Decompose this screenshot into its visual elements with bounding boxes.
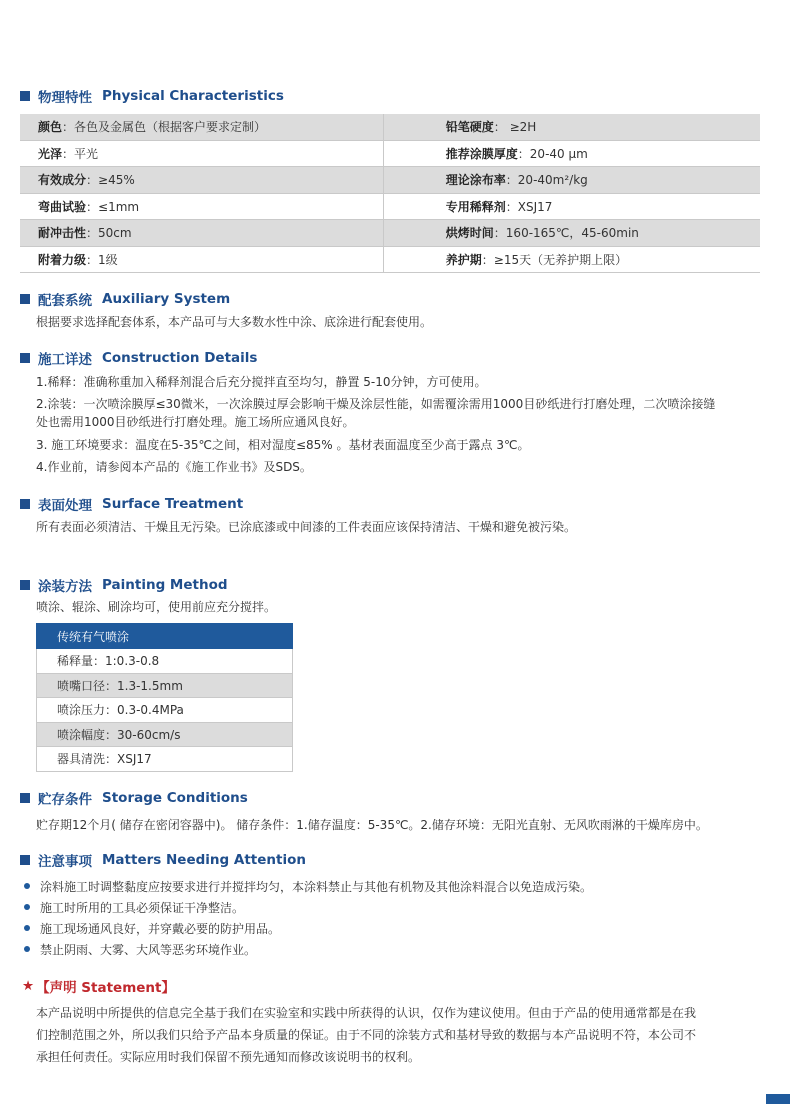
section-title-cn: 贮存条件 bbox=[38, 792, 92, 808]
table-cell bbox=[20, 220, 383, 247]
table-cell bbox=[20, 167, 383, 194]
property-key: 有效成分 bbox=[38, 173, 87, 188]
table-row bbox=[20, 114, 760, 140]
property-value: ：≤1mm bbox=[86, 199, 140, 214]
section-title-cn: 配套系统 bbox=[38, 293, 92, 309]
square-bullet-icon bbox=[20, 353, 30, 363]
table-header-cell: 传统有气喷涂 bbox=[37, 624, 293, 649]
surface-text: 所有表面必须清洁、干燥且无污染。已涂底漆或中间漆的工件表面应该保持清洁、干燥和避免被污染。 bbox=[36, 520, 577, 534]
section-title-cn: 表面处理 bbox=[38, 498, 92, 514]
table-cell: 喷涂压力：0.3-0.4MPa bbox=[37, 698, 293, 723]
property-value: ：各色及金属色（根据客户要求定制） bbox=[62, 120, 267, 135]
property-value: ：XSJ17 bbox=[505, 199, 553, 214]
property-value: ：50cm bbox=[86, 226, 132, 241]
section-title-attention bbox=[20, 850, 306, 870]
property-key: 理论涂布率 bbox=[445, 173, 506, 188]
table-cell bbox=[383, 114, 760, 140]
statement-line: 本产品说明中所提供的信息完全基于我们在实验室和实践中所获得的认识，仅作为建议使用。但由于产品的使用通常都是在我 bbox=[36, 1006, 697, 1020]
table-row bbox=[20, 140, 760, 167]
section-title-en: Construction Details bbox=[102, 350, 258, 366]
section-title-en: Storage Conditions bbox=[102, 790, 248, 806]
property-key: 弯曲试验 bbox=[38, 199, 87, 214]
table-cell bbox=[20, 140, 383, 167]
auxiliary-text: 根据要求选择配套体系，本产品可与大多数水性中涂、底涂进行配套使用。 bbox=[36, 315, 433, 329]
table-cell: 稀释量：1:0.3-0.8 bbox=[37, 649, 293, 674]
table-cell: 器具清洗：XSJ17 bbox=[37, 747, 293, 772]
construction-line: 2.涂装：一次喷涂膜厚≤30微米，一次涂膜过厚会影响干燥及涂层性能，如需覆涂需用1000目砂纸进行打磨处理，二次喷涂接缝 bbox=[36, 397, 716, 411]
property-value: ：20-40m²/kg bbox=[505, 173, 588, 188]
table-cell bbox=[20, 114, 383, 140]
list-item-text: 禁止阴雨、大雾、大风等恶劣环境作业。 bbox=[40, 942, 257, 957]
section-title-storage bbox=[20, 788, 248, 808]
square-bullet-icon bbox=[20, 793, 30, 803]
table-row bbox=[37, 722, 293, 747]
painting-text: 喷涂、辊涂、刷涂均可，使用前应充分搅拌。 bbox=[36, 600, 277, 614]
property-key: 推荐涂膜厚度 bbox=[445, 146, 518, 161]
list-item bbox=[24, 939, 256, 959]
construction-line: 1.稀释：准确称重加入稀释剂混合后充分搅拌直至均匀，静置 5-10分钟，方可使用。 bbox=[36, 375, 487, 389]
table-cell bbox=[383, 140, 760, 167]
statement-title bbox=[22, 976, 175, 996]
statement-body bbox=[36, 1002, 696, 1068]
table-cell bbox=[383, 167, 760, 194]
section-title-auxiliary bbox=[20, 289, 230, 309]
property-key: 光泽 bbox=[38, 146, 63, 161]
table-row bbox=[37, 673, 293, 698]
property-key: 烘烤时间 bbox=[445, 226, 494, 241]
section-title-surface bbox=[20, 494, 243, 514]
table-cell bbox=[383, 220, 760, 247]
property-value: ：20-40 μm bbox=[517, 146, 588, 161]
property-key: 养护期 bbox=[445, 252, 482, 267]
property-key: 耐冲击性 bbox=[38, 226, 87, 241]
table-cell: 喷嘴口径：1.3-1.5mm bbox=[37, 673, 293, 698]
section-title-cn: 注意事项 bbox=[38, 854, 92, 870]
table-row bbox=[20, 167, 760, 194]
section-title-en: Physical Characteristics bbox=[102, 88, 284, 104]
property-value: ：≥15天（无养护期上限） bbox=[481, 252, 628, 267]
list-item-text: 施工现场通风良好，并穿戴必要的防护用品。 bbox=[40, 921, 281, 936]
table-row bbox=[20, 220, 760, 247]
table-cell bbox=[383, 246, 760, 273]
square-bullet-icon bbox=[20, 580, 30, 590]
property-value: ：平光 bbox=[62, 146, 99, 161]
section-title-cn: 施工详述 bbox=[38, 352, 92, 368]
section-title-physical bbox=[20, 86, 284, 106]
section-title-cn: 涂装方法 bbox=[38, 579, 92, 595]
property-key: 铅笔硬度 bbox=[445, 120, 494, 135]
statement-line: 承担任何责任。实际应用时我们保留不预先通知而修改该说明书的权利。 bbox=[36, 1050, 421, 1064]
construction-line: 4.作业前，请参阅本产品的《施工作业书》及SDS。 bbox=[36, 460, 312, 474]
statement-line: 们控制范围之外，所以我们只给予产品本身质量的保证。由于不同的涂装方式和基材导致的数据与本产品说明不符，本公司不 bbox=[36, 1028, 697, 1042]
physical-properties-table bbox=[20, 114, 760, 273]
section-title-cn: 物理特性 bbox=[38, 90, 92, 106]
section-title-en: Surface Treatment bbox=[102, 496, 244, 512]
property-value: ：160-165℃，45-60min bbox=[493, 226, 639, 241]
table-cell bbox=[20, 246, 383, 273]
star-icon: ★ bbox=[22, 978, 35, 994]
table-cell bbox=[20, 193, 383, 220]
spray-parameters-table bbox=[36, 623, 293, 772]
construction-line: 3. 施工环境要求：温度在5-35℃之间，相对湿度≤85% 。基材表面温度至少高于露点 3℃。 bbox=[36, 438, 530, 452]
table-row bbox=[20, 193, 760, 220]
bullet-dot-icon bbox=[24, 904, 30, 910]
table-row bbox=[37, 747, 293, 772]
table-row bbox=[37, 698, 293, 723]
section-title-construction bbox=[20, 348, 257, 368]
list-item bbox=[24, 918, 280, 938]
table-cell: 喷涂幅度：30-60cm/s bbox=[37, 722, 293, 747]
section-title-en: Matters Needing Attention bbox=[102, 852, 306, 868]
square-bullet-icon bbox=[20, 294, 30, 304]
square-bullet-icon bbox=[20, 855, 30, 865]
property-key: 专用稀释剂 bbox=[445, 199, 506, 214]
table-header bbox=[37, 624, 293, 649]
list-item bbox=[24, 876, 592, 896]
property-key: 附着力级 bbox=[38, 252, 87, 267]
bullet-dot-icon bbox=[24, 925, 30, 931]
page-corner-tab bbox=[766, 1094, 790, 1104]
property-key: 颜色 bbox=[38, 120, 63, 135]
square-bullet-icon bbox=[20, 499, 30, 509]
list-item-text: 施工时所用的工具必须保证干净整洁。 bbox=[40, 900, 245, 915]
property-value: ：1级 bbox=[86, 252, 118, 267]
construction-line: 处也需用1000目砂纸进行打磨处理。施工场所应通风良好。 bbox=[36, 415, 355, 429]
list-item-text: 涂料施工时调整黏度应按要求进行并搅拌均匀，本涂料禁止与其他有机物及其他涂料混合以免造成污染。 bbox=[40, 879, 593, 894]
property-value: ： ≥2H bbox=[493, 120, 537, 135]
table-cell bbox=[383, 193, 760, 220]
bullet-dot-icon bbox=[24, 946, 30, 952]
table-row bbox=[20, 246, 760, 273]
statement-title-text: 【声明 Statement】 bbox=[36, 980, 175, 996]
bullet-dot-icon bbox=[24, 883, 30, 889]
storage-text: 贮存期12个月( 储存在密闭容器中)。 储存条件：1.储存温度：5-35℃。2.储存环境：无阳光直射、无风吹雨淋的干燥库房中。 bbox=[36, 818, 708, 832]
section-title-en: Painting Method bbox=[102, 577, 228, 593]
section-title-painting bbox=[20, 575, 228, 595]
section-title-en: Auxiliary System bbox=[102, 291, 231, 307]
square-bullet-icon bbox=[20, 91, 30, 101]
property-value: ：≥45% bbox=[86, 173, 135, 188]
list-item bbox=[24, 897, 244, 917]
table-row bbox=[37, 649, 293, 674]
